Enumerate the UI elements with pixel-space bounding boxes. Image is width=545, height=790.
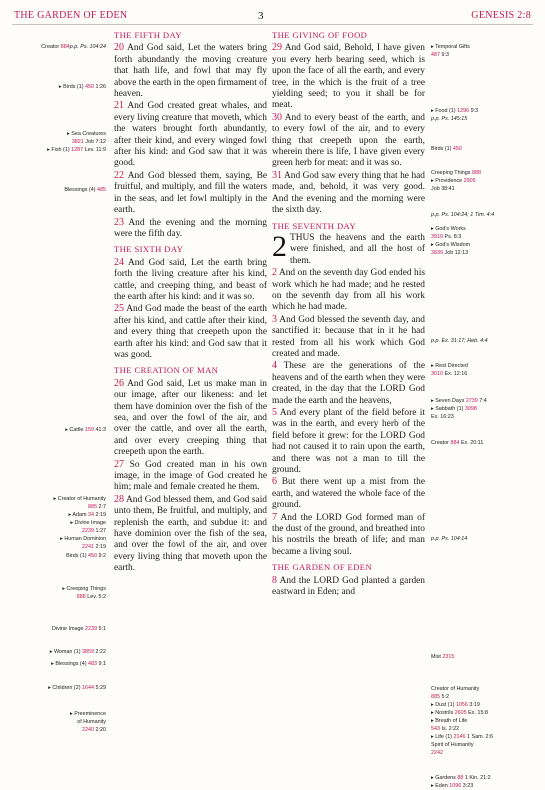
- cross-reference: [6, 727, 106, 734]
- ref-parallel-passage: p.p. Ex. 31:17; Heb. 4:4: [431, 338, 488, 344]
- ref-scripture: 1 Kin. 21:2: [463, 775, 491, 781]
- ref-number: 2242: [431, 750, 443, 756]
- ref-number: 1644: [82, 685, 94, 691]
- verse-text: And God said, Let the earth bring forth the living creature after his kind, cattle, and creeping thing, and beast of the earth after his kind: and it was so.: [114, 257, 267, 302]
- verse-text: And on the seventh day God ended his work which he had made; and he rested on the seventh day from all his work which he had made.: [272, 268, 425, 313]
- ref-topic: Creator: [41, 44, 61, 50]
- ref-scripture: 9:3: [440, 52, 449, 58]
- cross-reference: [6, 649, 106, 656]
- verse-text: And the LORD God planted a garden eastward in Eden; and: [272, 575, 425, 598]
- ref-scripture: 5:29: [94, 685, 106, 691]
- verse: [114, 170, 267, 217]
- verse-number: 30: [272, 111, 282, 123]
- verse-number: 27: [114, 458, 124, 470]
- ref-topic: ▸ Woman (1): [49, 649, 82, 655]
- ref-topic: ▸ Creator of Humanity: [53, 496, 106, 502]
- ref-number: 3839: [431, 250, 443, 256]
- cross-reference: [431, 742, 539, 749]
- ref-topic: Birds (1): [431, 146, 453, 152]
- ref-number: 2739: [465, 398, 478, 404]
- verse-text: And God made the beast of the earth after his kind, and cattle after their kind, and every thing that creepeth upon the earth after his kind: and God saw that it was good.: [114, 304, 267, 360]
- ref-scripture: 2:19: [94, 544, 106, 550]
- ref-topic: ▸ Rest Directed: [431, 363, 468, 369]
- cross-reference: [431, 212, 539, 219]
- ref-number: 885: [88, 504, 97, 510]
- section-heading: THE SIXTH DAY: [114, 244, 184, 255]
- section-heading: THE GARDEN OF EDEN: [272, 562, 373, 573]
- cross-reference: [431, 718, 539, 725]
- ref-topic: Job 38:41: [431, 186, 455, 192]
- cross-reference: [431, 406, 539, 413]
- ref-scripture: 9:3: [469, 108, 479, 114]
- cross-reference: [6, 187, 106, 194]
- ref-topic: ▸ Adam: [68, 512, 88, 518]
- ref-scripture: 2:20: [94, 727, 106, 733]
- cross-reference: [6, 528, 106, 535]
- cross-reference: [431, 178, 539, 185]
- cross-reference: [6, 147, 106, 154]
- ref-number: 34: [88, 512, 94, 518]
- verse: [272, 360, 425, 407]
- ref-number: 3010: [431, 371, 443, 377]
- verse-text: So God created man in his own image, in the image of God created he him; male and female created he them.: [114, 459, 267, 493]
- ref-topic: Creeping Things: [431, 170, 472, 176]
- ref-topic: ▸ Divine Image: [70, 520, 106, 526]
- cross-reference: [431, 734, 539, 741]
- ref-number: 3859: [82, 649, 94, 655]
- cross-reference: [431, 686, 539, 693]
- verse: [272, 112, 425, 170]
- ref-number: 885: [431, 694, 440, 700]
- ref-parallel-passage: p.p. Ps. 104:24: [69, 44, 106, 50]
- cross-reference: [6, 685, 106, 692]
- ref-scripture: Is. 2:22: [440, 726, 460, 732]
- verse: [114, 257, 267, 304]
- ref-number: 3910: [431, 234, 443, 240]
- page-number: 3: [258, 10, 264, 22]
- section-heading: THE CREATION OF MAN: [114, 365, 219, 376]
- verse-text: And the LORD God formed man of the dust of the ground, and breathed into his nostrils the breath of life; and man became a living soul.: [272, 512, 425, 557]
- ref-topic: ▸ Seven Days: [431, 398, 466, 404]
- cross-reference: [6, 661, 106, 668]
- ref-topic: ▸ Providence: [431, 178, 464, 184]
- verse-number: 3: [272, 313, 277, 325]
- ref-topic: of Humanity: [77, 719, 106, 725]
- ref-number: 2605: [454, 710, 467, 716]
- ref-number: 2146: [453, 734, 466, 740]
- verse: [114, 378, 267, 459]
- cross-reference: [431, 170, 539, 177]
- cross-reference: [6, 512, 106, 519]
- verse: [114, 459, 267, 494]
- cross-reference: [431, 775, 539, 782]
- cross-reference: [6, 131, 106, 138]
- ref-scripture: Ex. 20:11: [459, 440, 484, 446]
- verse-number: 26: [114, 377, 124, 389]
- verse-number: 6: [272, 476, 277, 488]
- ref-number: 450: [85, 84, 94, 90]
- verse-number: 29: [272, 42, 282, 54]
- ref-topic: ▸ Creeping Things: [62, 586, 106, 592]
- ref-scripture: 7:4: [477, 398, 487, 404]
- ref-scripture: 9:2: [97, 553, 106, 559]
- cross-reference: [6, 544, 106, 551]
- cross-reference: [431, 338, 539, 345]
- ref-scripture: 1 Sam. 2:6: [465, 734, 494, 740]
- cross-reference: [431, 536, 539, 543]
- cross-reference: [431, 750, 539, 757]
- section-heading: THE SEVENTH DAY: [272, 220, 356, 231]
- cross-reference: [431, 398, 539, 405]
- cross-reference: [6, 719, 106, 726]
- ref-number: 1056: [455, 702, 468, 708]
- cross-reference: [431, 654, 539, 661]
- verse: [272, 170, 425, 217]
- verse-number: 4: [272, 360, 277, 372]
- verse-number: 2: [272, 267, 277, 279]
- ref-number: 3821: [71, 139, 84, 145]
- section-heading: THE GIVING OF FOOD: [272, 30, 368, 40]
- cross-reference: [431, 52, 539, 59]
- verse-text: These are the generations of the heavens and of the earth when they were created, in the day that the LORD God made the earth and the heavens,: [272, 361, 425, 406]
- cross-reference: [6, 520, 106, 527]
- cross-reference: [6, 44, 106, 51]
- verse-text: And God said, Let us make man in our image, after our likeness: and let them have dominion over the fish of the sea, and over the fowl of the air, and over the cattle, and over all the earth, and over every creeping thing that creepeth upon the earth.: [114, 378, 267, 458]
- ref-topic: ▸ God's Works: [431, 226, 466, 232]
- page-header: [0, 0, 545, 26]
- verse-number: 24: [114, 256, 124, 268]
- ref-number: 2239: [85, 626, 97, 632]
- ref-topic: Birds (1): [66, 553, 88, 559]
- cross-reference: [431, 414, 539, 421]
- text-column-right: [272, 30, 425, 599]
- ref-number: 2239: [82, 528, 94, 534]
- ref-number: 884: [60, 44, 70, 50]
- ref-number: 1096: [449, 783, 462, 789]
- verse-number: 25: [114, 303, 124, 315]
- cross-reference: [6, 711, 106, 718]
- ref-number: 2240: [82, 727, 94, 733]
- chapter-opening: [272, 229, 425, 267]
- ref-number: 2905: [463, 178, 476, 184]
- ref-topic: ▸ Preeminence: [70, 711, 106, 717]
- ref-scripture: Job 7:12: [83, 139, 106, 145]
- ref-topic: Spirit of Humanity: [431, 742, 474, 748]
- ref-parallel-passage: p.p. Ps. 145:15: [431, 116, 468, 122]
- verse: [272, 476, 425, 511]
- verse-text: And God blessed them, saying, Be fruitful, and multiply, and fill the waters in the seas, and let fowl multiply in the earth.: [114, 170, 267, 216]
- cross-reference: [431, 694, 539, 701]
- ref-topic: ▸ Eden: [431, 783, 450, 789]
- cross-reference: [431, 250, 539, 257]
- verse-text: And God saw every thing that he had made, and, behold, it was very good. And the evening and the morning were the sixth day.: [272, 170, 425, 216]
- ref-topic: ▸ Sea Creatures: [67, 131, 106, 137]
- header-rule: [12, 24, 533, 25]
- ref-scripture: 3:23: [461, 783, 474, 789]
- cross-reference: [431, 108, 539, 115]
- cross-reference: [431, 146, 539, 153]
- verse: [272, 407, 425, 476]
- ref-topic: ▸ Life (1): [431, 734, 454, 740]
- cross-reference: [6, 139, 106, 146]
- verse-text: And God said, Behold, I have given you every herb bearing seed, which is upon the face of all the earth, and every tree, in the which is the fruit of a tree yielding seed; to you it shall be for meat.: [272, 43, 425, 111]
- verse-text: And God blessed them, and God said unto them, Be fruitful, and multiply, and replenish the earth, and subdue it: and have dominion over the fish of the sea, and over the fowl of the air, and over every living thing that moveth upon the earth.: [114, 494, 267, 574]
- ref-scripture: Lev. 11:9: [83, 147, 106, 153]
- ref-topic: ▸ Breath of Life: [431, 718, 468, 724]
- ref-number: 888: [76, 594, 86, 600]
- verse-number: 28: [114, 493, 124, 505]
- ref-topic: ▸ Nostrils: [431, 710, 455, 716]
- cross-reference: [6, 626, 106, 633]
- ref-number: 1296: [457, 108, 470, 114]
- verse: [114, 494, 267, 575]
- section-heading: THE FIFTH DAY: [114, 30, 182, 40]
- ref-topic: Blessings (4): [64, 187, 97, 193]
- ref-scripture: 2:19: [94, 512, 106, 518]
- verse-number: 20: [114, 42, 124, 54]
- verse-number: 5: [272, 407, 277, 418]
- ref-topic: ▸ Fish (1): [47, 147, 72, 153]
- ref-scripture: 5:1: [97, 626, 106, 632]
- verse-text: And God blessed the seventh day, and sanctified it: because that in it he had rested from all his work which God created and made.: [272, 314, 425, 359]
- cross-reference: [431, 726, 539, 733]
- verse-number: 23: [114, 216, 124, 228]
- verse: [272, 314, 425, 361]
- cross-reference: [431, 710, 539, 717]
- verse-number: 8: [272, 574, 277, 586]
- cross-reference: [6, 84, 106, 91]
- chapter-number: 2: [272, 229, 287, 263]
- verse: [272, 512, 425, 559]
- ref-scripture: Ex. 12:16: [443, 371, 468, 377]
- verse: [114, 100, 267, 169]
- ref-topic: ▸ Dust (1): [431, 702, 456, 708]
- verse: [114, 217, 267, 241]
- cross-reference: [431, 363, 539, 370]
- ref-scripture: Lev. 5:2: [85, 594, 106, 600]
- ref-topic: Creator: [431, 440, 451, 446]
- ref-number: 159: [85, 427, 94, 433]
- running-head-left: THE GARDEN OF EDEN: [14, 10, 128, 21]
- ref-scripture: 1:27: [94, 528, 106, 534]
- ref-topic: Ex. 16:23: [431, 414, 454, 420]
- cross-reference: [6, 586, 106, 593]
- ref-number: 487: [431, 52, 440, 58]
- cross-reference: [431, 242, 539, 249]
- ref-topic: Creator of Humanity: [431, 686, 480, 692]
- ref-topic: ▸ Cattle: [65, 427, 85, 433]
- ref-number: 450: [452, 146, 462, 152]
- cross-reference: [431, 702, 539, 709]
- cross-reference: [431, 186, 539, 193]
- verse-number: 21: [114, 100, 124, 112]
- ref-number: 88: [457, 775, 464, 781]
- cross-reference: [431, 226, 539, 233]
- ref-topic: ▸ Gardens: [431, 775, 458, 781]
- verse-text: THUS the heavens and the earth were finished, and all the host of them.: [290, 232, 425, 266]
- verse-text: And the evening and the morning were the fifth day.: [114, 217, 267, 239]
- verse-number: 7: [272, 511, 277, 523]
- verse: [272, 575, 425, 599]
- cross-reference: [6, 427, 106, 434]
- ref-topic: ▸ Human Dominion: [60, 536, 106, 542]
- ref-number: 543: [431, 726, 440, 732]
- cross-reference: [431, 234, 539, 241]
- ref-topic: ▸ Birds (1): [58, 84, 85, 90]
- ref-parallel-passage: p.p. Ps. 104:24; 1 Tim. 4:4: [431, 212, 495, 218]
- ref-topic: ▸ God's Wisdom: [431, 242, 471, 248]
- ref-scripture: 9:1: [97, 661, 106, 667]
- ref-number: 888: [471, 170, 481, 176]
- ref-topic: ▸ Blessings (4): [51, 661, 88, 667]
- cross-reference: [6, 536, 106, 543]
- ref-topic: Mist: [431, 654, 443, 660]
- ref-topic: ▸ Food (1): [431, 108, 458, 114]
- cross-reference: [6, 504, 106, 511]
- cross-reference: [431, 371, 539, 378]
- ref-number: 485: [97, 187, 106, 193]
- verse-number: 22: [114, 169, 124, 181]
- ref-scripture: 2:22: [94, 649, 106, 655]
- ref-scripture: 2:7: [97, 504, 106, 510]
- cross-reference: [431, 440, 539, 447]
- ref-scripture: 41:3: [94, 427, 106, 433]
- verse-text: And every plant of the field before it was in the earth, and every herb of the field before it grew: for the LORD God had not caused it to rain upon the earth, and there was not a man to till the ground.: [272, 408, 425, 476]
- running-head-right: GENESIS 2:8: [471, 10, 531, 21]
- ref-number: 450: [88, 553, 97, 559]
- verse-text: And to every beast of the earth, and to every fowl of the air, and to every thing that creepeth upon the earth, wherein there is life, I have given every green herb for meat: and it was so.: [272, 112, 425, 169]
- verse: [114, 42, 267, 100]
- verse-text: But there went up a mist from the earth, and watered the whole face of the ground.: [272, 477, 425, 511]
- ref-topic: Divine Image: [52, 626, 85, 632]
- verse: [114, 303, 267, 361]
- verse-text: And God created great whales, and every living creature that moveth, which the waters brought forth abundantly, after their kind, and every winged fowl after his kind: and God saw that it was good.: [114, 101, 267, 169]
- verse-text: And God said, Let the waters bring forth abundantly the moving creature that hath life, and fowl that may fly above the earth in the open firmament of heaven.: [114, 43, 267, 100]
- ref-topic: ▸ Children (2): [48, 685, 82, 691]
- ref-number: 884: [450, 440, 460, 446]
- ref-number: 3098: [464, 406, 477, 412]
- cross-reference: [431, 116, 539, 123]
- verse: [272, 267, 425, 314]
- ref-scripture: Ex. 15:8: [466, 710, 488, 716]
- ref-number: 1287: [71, 147, 84, 153]
- ref-number: 2241: [82, 544, 94, 550]
- text-column-left: [114, 30, 267, 575]
- ref-topic: ▸ Temporal Gifts: [431, 44, 470, 50]
- ref-topic: ▸ Sabbath (1): [431, 406, 465, 412]
- ref-scripture: 3:19: [467, 702, 480, 708]
- ref-number: 483: [88, 661, 97, 667]
- cross-reference: [431, 783, 539, 790]
- ref-number: 2315: [442, 654, 455, 660]
- cross-reference: [431, 44, 539, 51]
- cross-reference: [6, 594, 106, 601]
- cross-reference: [6, 496, 106, 503]
- ref-scripture: 1:26: [94, 84, 106, 90]
- ref-scripture: Job 12:13: [443, 250, 469, 256]
- cross-reference: [6, 553, 106, 560]
- ref-scripture: 5:2: [440, 694, 449, 700]
- ref-scripture: Ps. 8:3: [443, 234, 462, 240]
- verse-number: 31: [272, 169, 282, 181]
- verse: [272, 42, 425, 111]
- ref-parallel-passage: p.p. Ps. 104:14: [431, 536, 468, 542]
